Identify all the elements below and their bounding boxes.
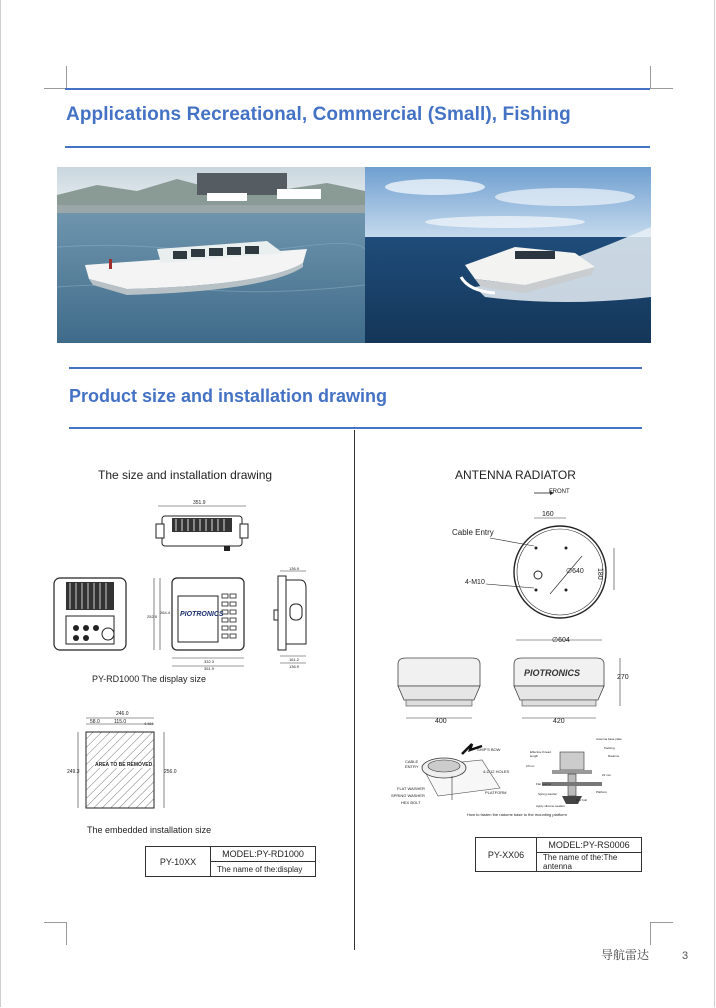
rule-under-product <box>69 427 642 429</box>
detail-flat-washer: FLAT WASHER <box>397 786 425 791</box>
dim-cutout-height-2: 256.0 <box>164 769 177 775</box>
corner-mark-bottom-left <box>44 922 67 945</box>
display-name-plate <box>145 846 316 877</box>
dim-640: ∅640 <box>566 568 584 575</box>
antenna-front-label: FRONT <box>549 489 570 495</box>
antenna-brand: PIOTRONICS <box>524 668 581 678</box>
display-plate-code: PY-10XX <box>146 847 211 877</box>
dim-cutout-c: 4-M4 <box>144 721 154 726</box>
dim-180: 180 <box>596 568 603 580</box>
detail-holes: 4-∅12 HOLES <box>483 769 510 774</box>
display-brand: PIOTRONICS <box>180 611 224 618</box>
rule-above-product <box>69 367 642 369</box>
dim-4m10: 4-M10 <box>465 579 485 586</box>
detail-spring-washer-2: Spring washer <box>538 792 558 796</box>
dim-cutout-height: 249.3 <box>67 769 80 775</box>
section-title-applications: Applications Recreational, Commercial (Small), Fishing <box>66 104 571 125</box>
detail-sealant: Apply silicone sealant <box>536 804 565 808</box>
dim-400: 400 <box>435 718 447 725</box>
dim-display-height-inner: 264.4 <box>160 610 171 615</box>
detail-spring-washer: SPRING WASHER <box>391 793 425 798</box>
antenna-name-plate <box>475 837 642 872</box>
dim-bottom-1: 332.3 <box>204 659 215 664</box>
antenna-plate-code: PY-XX06 <box>476 838 537 872</box>
dim-bottom-2: 351.9 <box>204 666 215 671</box>
display-plate-name: The name of the:display <box>211 862 316 877</box>
detail-hex-bolt-2: Hex bolt <box>576 798 588 802</box>
detail-platform: PLATFORM <box>485 790 507 795</box>
antenna-drawing-title: ANTENNA RADIATOR <box>455 468 576 482</box>
display-plate-model: MODEL:PY-RD1000 <box>211 847 316 862</box>
page-number: 3 <box>682 950 689 962</box>
detail-platform-2: Platform <box>596 790 608 794</box>
dim-420: 420 <box>553 718 565 725</box>
embedded-caption: The embedded installation size <box>87 825 212 835</box>
display-drawing-title: The size and installation drawing <box>98 468 273 482</box>
antenna-plate-model: MODEL:PY-RS0006 <box>537 838 642 853</box>
dim-display-height: 252.5 <box>147 614 158 619</box>
detail-packing: Packing <box>604 746 615 750</box>
dim-cutout-a: 58.0 <box>90 719 100 725</box>
cutout-area-label: AREA TO BE REMOVED <box>95 762 153 768</box>
antenna-install-caption: How to fasten the radome base to the mounting platform <box>467 812 567 817</box>
antenna-cable-entry-label: Cable Entry <box>452 528 494 537</box>
detail-radome: Radome <box>608 754 620 758</box>
dim-side-bottom-1: 161.2 <box>289 657 300 662</box>
detail-dim-22: 22 mm <box>602 773 612 777</box>
dim-160: 160 <box>542 511 554 518</box>
dim-side-top: 136.9 <box>289 566 300 571</box>
detail-thread-length: Effective thread length <box>530 750 551 758</box>
dim-side-bottom-2: 136.9 <box>289 664 300 669</box>
dim-604: ∅604 <box>552 637 570 644</box>
corner-mark-top-right <box>650 66 673 89</box>
antenna-plate-name: The name of the:The antenna <box>537 853 642 872</box>
corner-mark-bottom-right <box>650 922 673 945</box>
detail-ships-bow: SHIP'S BOW <box>477 747 501 752</box>
section-title-product: Product size and installation drawing <box>69 386 388 406</box>
rule-under-applications <box>65 146 650 148</box>
column-divider <box>354 430 355 950</box>
dim-cutout-width: 246.0 <box>116 711 129 717</box>
photo-yacht-at-sea <box>365 167 651 343</box>
dim-cutout-b: 115.0 <box>114 719 127 725</box>
detail-cable-entry: CABLE ENTRY <box>405 759 419 769</box>
corner-mark-top-left <box>44 66 67 89</box>
footer-text: 导航雷达 <box>601 948 650 962</box>
detail-hex-bolt: HEX BOLT <box>401 800 421 805</box>
detail-flat-washer-2: Flat washer <box>536 782 552 786</box>
display-size-caption: PY-RD1000 The display size <box>92 674 207 684</box>
photo-boat-harbour <box>57 167 365 343</box>
dim-270: 270 <box>617 674 629 681</box>
detail-base-plate: Antenna base plate <box>596 737 622 741</box>
detail-dim-27: 27mm <box>526 764 535 768</box>
dim-top-width: 351.9 <box>193 500 206 506</box>
rule-top <box>65 88 650 90</box>
